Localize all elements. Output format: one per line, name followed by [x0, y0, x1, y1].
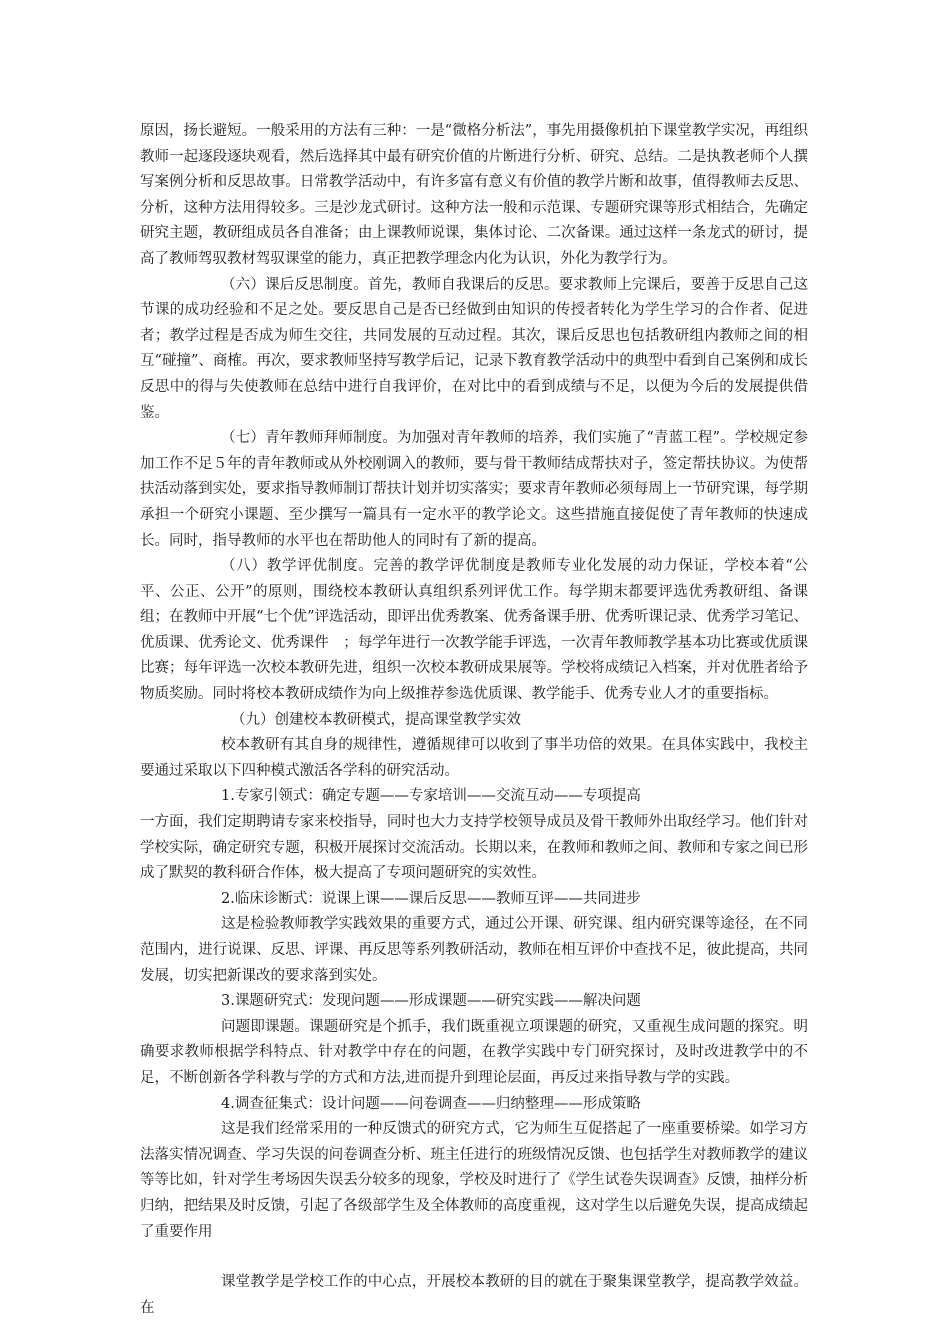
- paragraph-research-intro: 校本教研有其自身的规律性，遵循规律可以收到了事半功倍的效果。在具体实践中，我校主要通过采取以下四种模式激活各学科的研究活动。: [140, 737, 808, 779]
- model-heading-survey: 4.调查征集式：设计问题——问卷调查——归纳整理——形成策略: [221, 1095, 641, 1112]
- section-heading-research-models: （九）创建校本教研模式，提高课堂教学实效: [231, 711, 521, 728]
- paragraph-post-class-reflection: （六）课后反思制度。首先，教师自我课后的反思。要求教师上完课后，要善于反思自己这节课的成功经验和不足之处。要反思自己是否已经做到由知识的传授者转化为学生学习的合作者、促进者；教学过程是否成为师生交往，共同发展的互动过程。其次，课后反思也包括教研组内教师之间的相互“碰撞”、商榷。再次，要求教师坚持写教学后记，记录下教育教学活动中的典型中看到自己案例和成长反思中的得与失使教师在总结中进行自我评价，在对比中的看到成绩与不足，以便为今后的发展提供借鉴。: [140, 276, 808, 421]
- paragraph-teaching-awards: （八）教学评优制度。完善的教学评优制度是教师专业化发展的动力保证，学校本着“公平、公正、公开”的原则，围绕校本教研认真组织系列评优工作。每学期末都要评选优秀教研组、备课组；在教师中开展“七个优”评选活动，即评出优秀教案、优秀备课手册、优秀听课记录、优秀学习笔记、优质课、优秀论文、优秀课件 ；每学年进行一次教学能手评选，一次青年教师教学基本功比赛或优质课比赛；每年评选一次校本教研先进，组织一次校本教研成果展等。学校将成绩记入档案，并对优胜者给予物质奖励。同时将校本教研成绩作为向上级推荐参选优质课、教学能手、优秀专业人才的重要指标。: [140, 558, 808, 703]
- paragraph-clinical-diagnosis: 这是检验教师教学实践效果的重要方式，通过公开课、研究课、组内研究课等途径，在不同范围内，进行说课、反思、评课、再反思等系列教研活动，教师在相互评价中查找不足，彼此提高，共同发展，切实把新课改的要求落到实处。: [140, 916, 808, 984]
- model-heading-topic-research: 3.课题研究式：发现问题——形成课题——研究实践——解决问题: [221, 993, 641, 1010]
- document-body: [140, 119, 808, 1321]
- model-heading-expert-guided: 1.专家引领式：确定专题——专家培训——交流互动——专项提高: [221, 788, 641, 805]
- paragraph-spacer: [140, 1245, 808, 1270]
- paragraph-expert-guided: 一方面，我们定期聘请专家来校指导，同时也大力支持学校领导成员及骨干教师外出取经学习。他们针对学校实际，确定研究专题，积极开展探讨交流活动。长期以来，在教师和教师之间、教师和专家之间已形成了默契的教科研合作体，极大提高了专项问题研究的实效性。: [140, 814, 808, 882]
- paragraph-classroom-teaching: 课堂教学是学校工作的中心点，开展校本教研的目的就在于聚集课堂教学，提高教学效益。在: [140, 1274, 808, 1316]
- paragraph-method-analysis: 原因，扬长避短。一般采用的方法有三种：一是“微格分析法”，事先用摄像机拍下课堂教学实况，再组织教师一起逐段逐块观看，然后选择其中最有研究价值的片断进行分析、研究、总结。二是执教老师个人撰写案例分析和反思故事。日常教学活动中，有许多富有意义有价值的教学片断和故事，值得教师去反思、分析，这种方法用得较多。三是沙龙式研讨。这种方法一般和示范课、专题研究课等形式相结合，先确定研究主题，教研组成员各自准备；由上课教师说课，集体讨论、二次备课。通过这样一条龙式的研讨，提高了教师驾驭教材驾驭课堂的能力，真正把教学理念内化为认识，外化为教学行为。: [140, 123, 808, 267]
- paragraph-survey: 这是我们经常采用的一种反馈式的研究方式，它为师生互促搭起了一座重要桥梁。如学习方法落实情况调查、学习失误的问卷调查分析、班主任进行的班级情况反馈、也包括学生对教师教学的建议等等比如，针对学生考场因失误丢分较多的现象，学校及时进行了《学生试卷失误调查》反馈，抽样分析归纳，把结果及时反馈，引起了各级部学生及全体教师的高度重视，这对学生以后避免失误，提高成绩起了重要作用: [140, 1121, 808, 1240]
- paragraph-mentorship: （七）青年教师拜师制度。为加强对青年教师的培养，我们实施了“青蓝工程”。学校规定参加工作不足５年的青年教师或从外校刚调入的教师，要与骨干教师结成帮扶对子，签定帮扶协议。为使帮扶活动落到实处，要求指导教师制订帮扶计划并切实落实；要求青年教师必须每周上一节研究课，每学期承担一个研究小课题、至少撰写一篇具有一定水平的教学论文。这些措施直接促使了青年教师的快速成长。同时，指导教师的水平也在帮助他人的同时有了新的提高。: [140, 430, 808, 549]
- paragraph-topic-research: 问题即课题。课题研究是个抓手，我们既重视立项课题的研究，又重视生成问题的探究。明确要求教师根据学科特点、针对教学中存在的问题，在教学实践中专门研究探讨，及时改进教学中的不足，不断创新各学科教与学的方式和方法,进而提升到理论层面，再反过来指导教与学的实践。: [140, 1018, 808, 1086]
- model-heading-clinical-diagnosis: 2.临床诊断式：说课上课——课后反思——教师互评——共同进步: [221, 890, 641, 907]
